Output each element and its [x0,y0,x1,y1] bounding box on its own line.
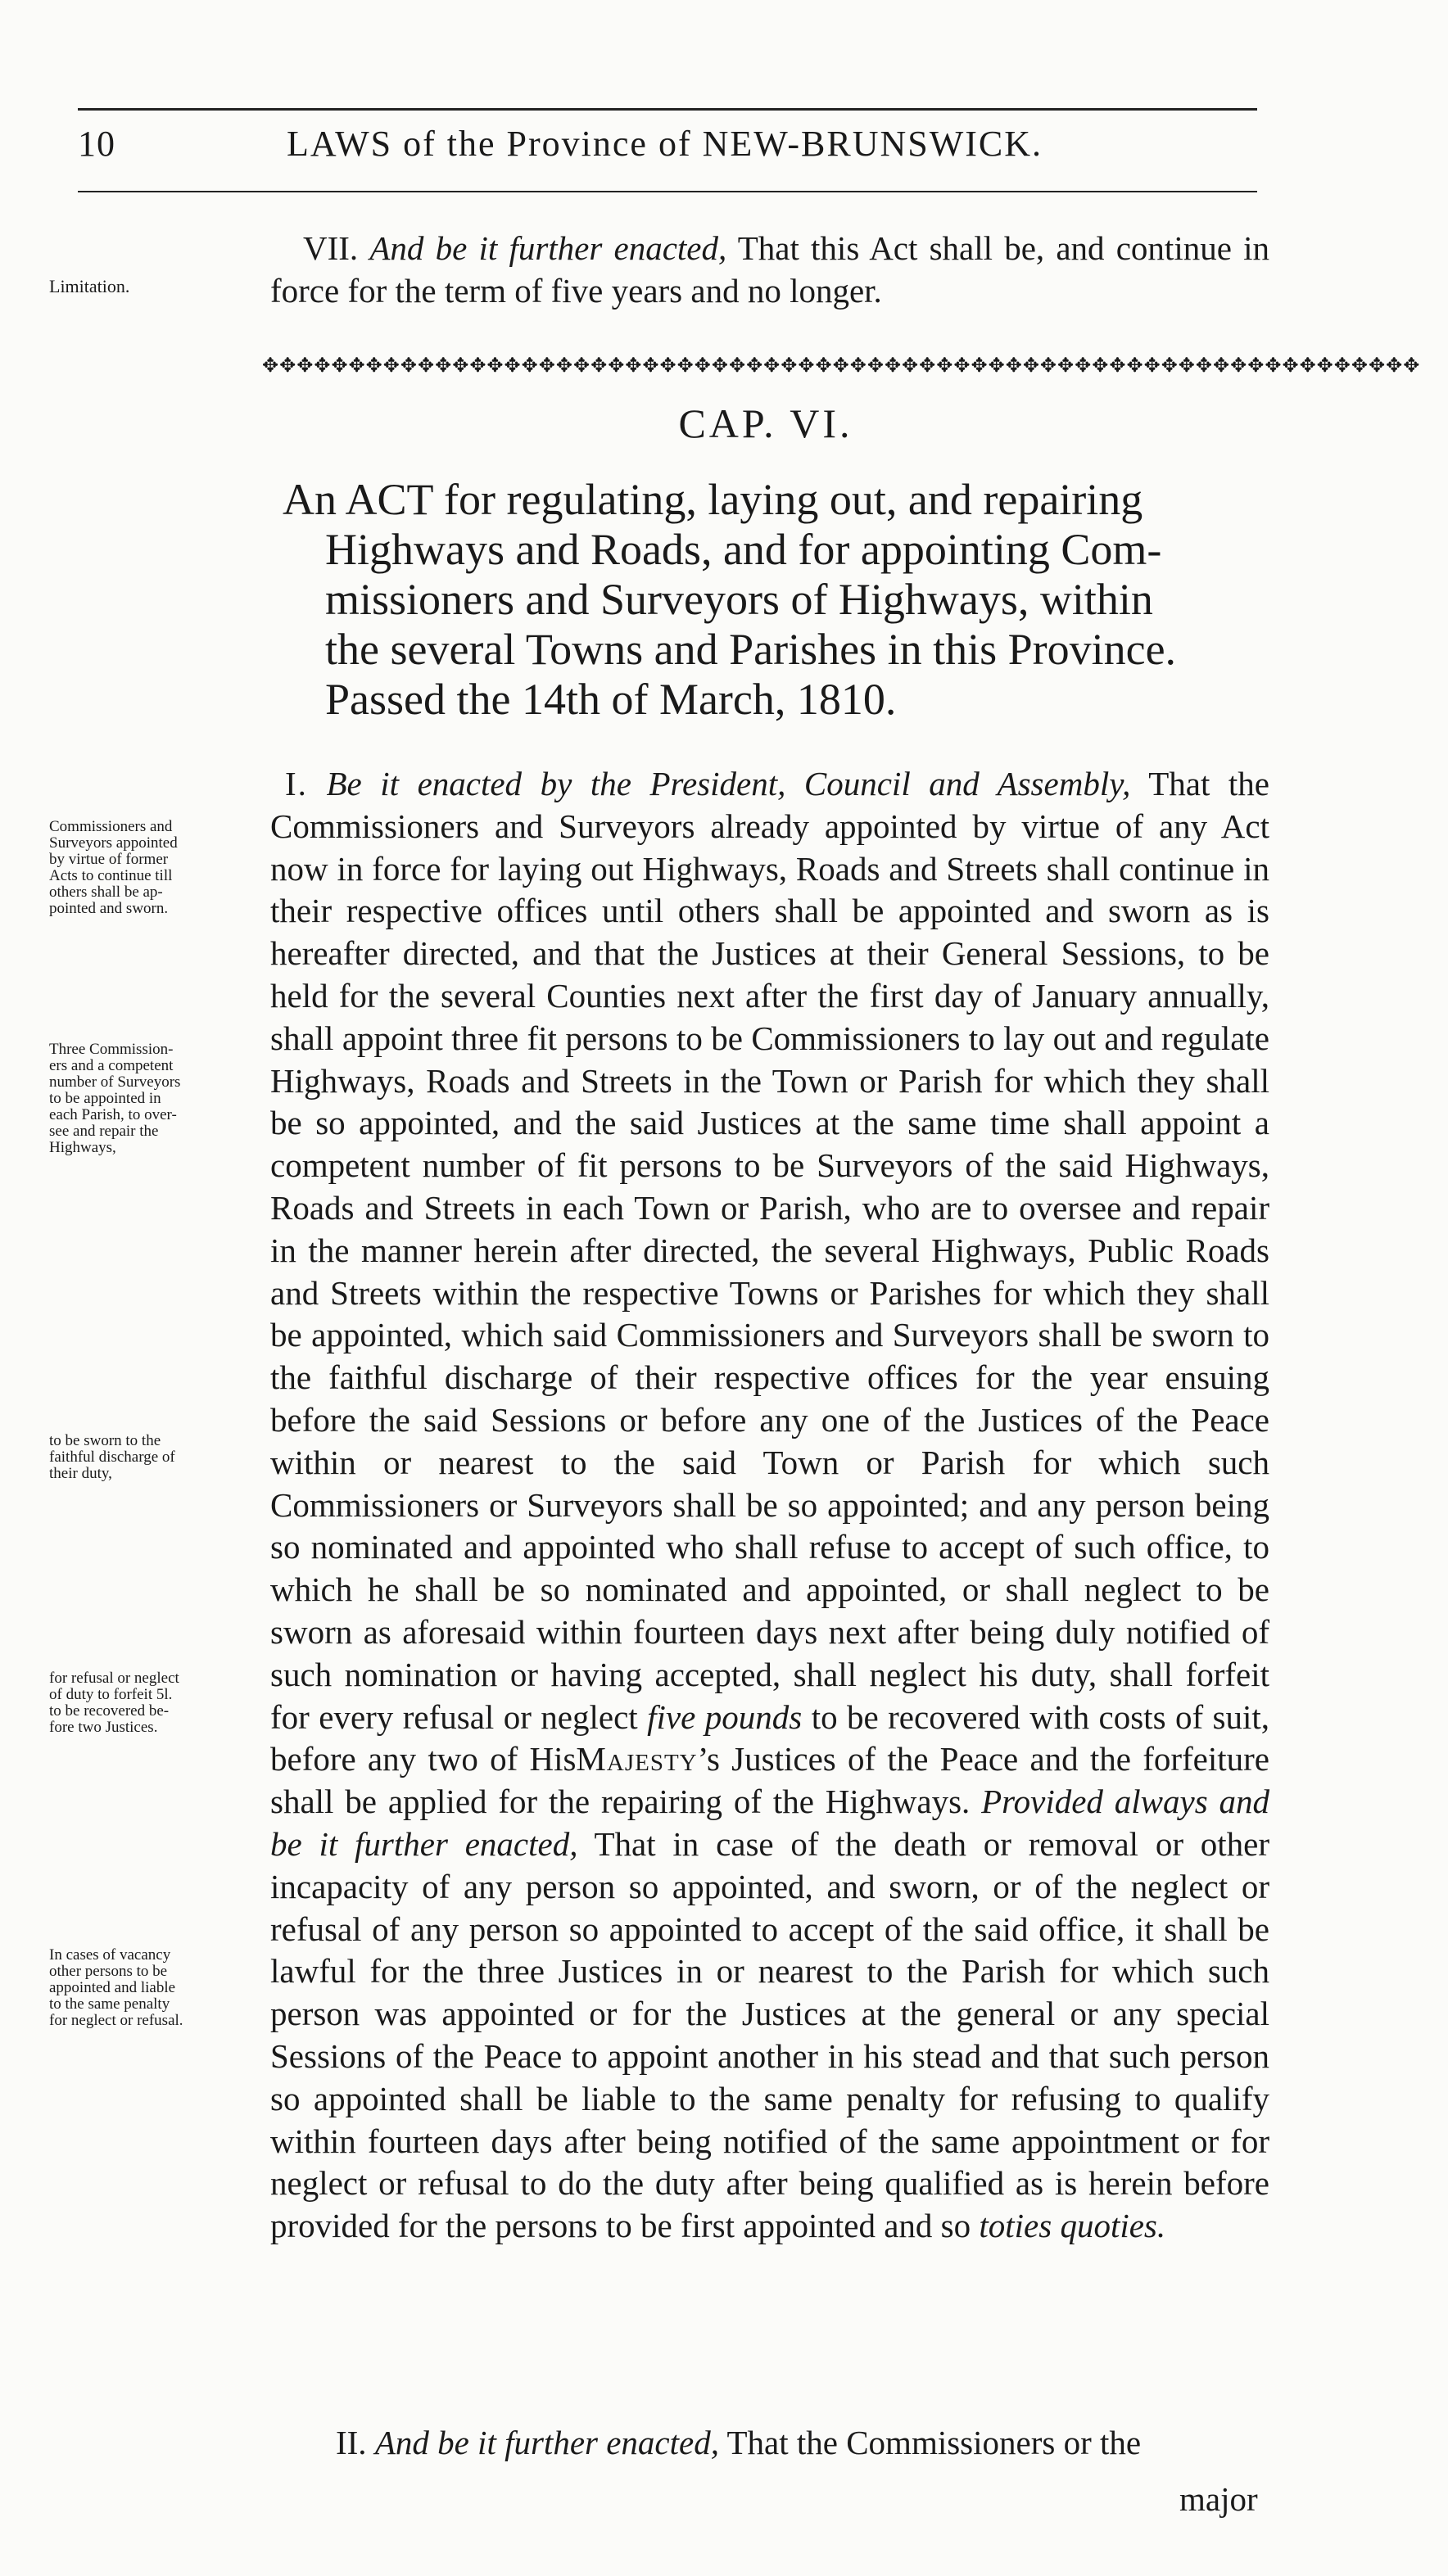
act-title-line-1: An ACT for regulating, laying out, and repairing [283,475,1143,524]
act-title-line-2: Highways and Roads, and for appointing Com- [325,525,1162,574]
margin-note-line: of duty to forfeit 5l. [49,1686,173,1703]
margin-note-line: for refusal or neglect [49,1670,179,1687]
section-vii-enacting-clause: And be it further enacted, [369,229,727,267]
margin-note-line: other persons to be [49,1963,168,1980]
page-header [78,123,1257,180]
margin-note-line: to be sworn to the [49,1432,161,1449]
section-i [270,763,1269,2248]
margin-note-three-commissioners [49,1042,270,1156]
margin-note-line: Acts to continue till [49,867,173,884]
section-i-text-b: to be recovered with costs of suit, before any two of His [270,1697,1270,1778]
margin-note-line: pointed and sworn. [49,900,169,917]
margin-note-line: Commissioners and [49,818,173,835]
section-i-proviso: Provided always and be it further enacted, [270,1783,1270,1863]
section-vii-number: VII. [303,229,359,267]
section-i-text-d: That in case of the death or removal or other incapacity of any person so appointed, and sworn, or of the neglect or refusal of any person so appointed to accept of the said office, it shall be lawful for the three Justices in or nearest to the Parish for which such person was appointed or for the Justices at the general or any special Sessions of the Peace to appoint another in his stead and that such person so appointed shall be liable to the same penalty for refusing to qualify within fourteen days after being notified of the same appointment or for neglect or refusal to do the duty after being qualified as is herein before provided for the persons to be first appointed and so [270,1824,1270,2245]
margin-note-line: each Parish, to over- [49,1106,177,1123]
running-head: LAWS of the Province of NEW-BRUNSWICK. [287,124,1043,164]
margin-note-line: for neglect or refusal. [49,2012,183,2029]
page-number: 10 [78,124,115,164]
margin-note-line: Highways, [49,1139,116,1156]
margin-note-limitation: Limitation. [49,276,130,296]
margin-note-line: number of Surveyors [49,1073,181,1091]
section-ii-text: That the Commissioners or the [726,2424,1142,2461]
margin-note-line: appointed and liable [49,1979,176,1996]
section-i-text-a: That the Commissioners and Surveyors already appointed by virtue of any Act now in force for laying out Highways, Roads and Streets shall continue in their respective offices until others shall be appointed and sworn as is hereafter directed, and that the Justices at their General Sessions, to be held for the several Counties next after the first day of January annually, shall appoint three fit persons to be Commissioners to lay out and regulate Highways, Roads and Streets in the Town or Parish for which they shall be so appointed, and the said Justices at the same time shall appoint a competent number of fit persons to be Surveyors of the said Highways, Roads and Streets in each Town or Parish, who are to oversee and repair in the manner herein after directed, the several Highways, Public Roads and Streets within the respective Towns or Parishes for which they shall be appointed, which said Commissioners and Surveyors shall be sworn to the faithful discharge of their respective offices for the year ensuing before the said Sessions or before any one of the Justices of the Peace within or nearest to the said Town or Parish for which such Commissioners or Surveyors shall be so appointed; and any person being so nominated and appointed who shall refuse to accept of such office, to which he shall be so nominated and appointed, or shall neglect to be sworn as aforesaid within fourteen days next after being duly notified of such nomination or having accepted, shall neglect his duty, shall forfeit for every refusal or neglect [270,765,1269,1736]
catchword: major [1179,2480,1258,2518]
act-title-line-5: Passed the 14th of March, 1810. [325,675,897,724]
margin-note-line: ers and a competent [49,1057,174,1074]
header-rule-top [78,108,1257,111]
act-title [283,475,1265,725]
act-title-line-3: missioners and Surveyors of Highways, within [325,575,1153,624]
ornamental-rule: ✥✥✥✥✥✥✥✥✥✥✥✥✥✥✥✥✥✥✥✥✥✥✥✥✥✥✥✥✥✥✥✥✥✥✥✥✥✥✥✥✥✥✥✥✥✥✥✥✥✥✥✥✥✥✥✥✥✥✥✥✥✥✥✥✥✥✥ [262,355,1421,377]
section-ii [270,2422,1269,2465]
section-i-text-c: ’s Justices of the Peace and the forfeiture shall be applied for the repairing of the Highways. [270,1740,1269,1821]
margin-note-line: by virtue of former [49,851,169,868]
act-title-line-4: the several Towns and Parishes in this Province. [325,625,1177,674]
margin-note-sworn [49,1433,270,1482]
margin-note-line: to be appointed in [49,1090,161,1107]
chapter-heading: CAP. VI. [678,400,853,446]
section-ii-number: II. [336,2424,367,2461]
margin-note-forfeit [49,1670,270,1736]
margin-note-line: to the same penalty [49,1995,170,2013]
margin-note-line: others shall be ap- [49,884,163,901]
section-ii-enacting-clause: And be it further enacted, [374,2424,719,2461]
section-vii [270,228,1269,313]
section-i-toties-quoties: toties quoties. [979,2207,1166,2245]
margin-note-line: see and repair the [49,1123,159,1140]
section-i-fine: five pounds [647,1697,803,1736]
margin-note-commissioners-continue [49,819,270,917]
header-rule-bottom [78,191,1257,192]
section-i-number: I. [285,765,308,802]
margin-note-line: Surveyors appointed [49,834,178,852]
margin-note-line: In cases of vacancy [49,1946,171,1964]
margin-note-line: faithful discharge of [49,1448,175,1466]
section-vii-text: That this Act shall be, and continue in force for the term of five years and no longer. [270,229,1269,310]
section-i-majesty: Majesty [576,1740,698,1778]
margin-note-vacancy [49,1947,270,2029]
margin-note-line: to be recovered be- [49,1702,170,1720]
margin-note-line: fore two Justices. [49,1719,158,1736]
section-i-enacting-clause: Be it enacted by the President, Council and Assembly, [326,765,1131,802]
margin-note-line: Three Commission- [49,1041,174,1058]
margin-note-line: their duty, [49,1465,112,1482]
